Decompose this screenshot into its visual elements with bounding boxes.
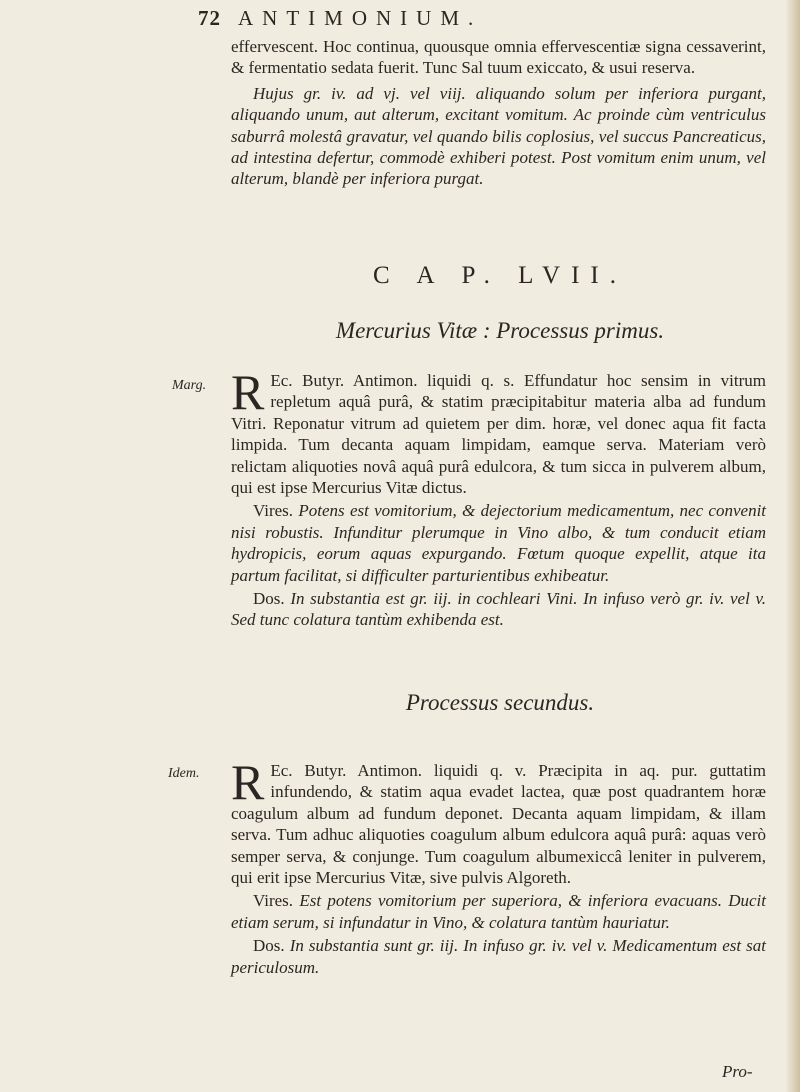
vires-label: Vires.: [253, 501, 294, 521]
top-text: [231, 36, 766, 190]
vires-two-text: Est potens vomitorium per superiora, & inferiora evacuans. Ducit etiam serum, si infundatur in Vino, & colatura tantùm hauriatur.: [231, 891, 766, 932]
dosage-one-text: In substantia est gr. iij. in cochleari Vini. In infuso verò gr. iv. vel v. Sed tunc colatura tantùm exhibenda est.: [231, 589, 767, 630]
chapter-subtitle: Mercurius Vitæ : Processus primus.: [335, 318, 665, 343]
dosage-two-text: In substantia sunt gr. iij. In infuso gr. iv. vel v. Medicamentum est sat periculosum.: [231, 936, 767, 977]
catchword: Pro-: [722, 1062, 753, 1081]
paragraph-effervescent: effervescent. Hoc continua, quousque omnia effervescentiæ signa cessaverint, & fermentatio sedata fuerit. Tunc Sal tuum exiccato, & usui reserva.: [231, 37, 766, 78]
recipe-two: [231, 754, 766, 888]
running-title: ANTIMONIUM.: [238, 6, 483, 30]
page-number: 72: [198, 6, 221, 30]
drop-cap: R: [231, 754, 265, 810]
vires-one-text: Potens est vomitorium, & dejectorium medicamentum, nec convenit nisi robustis. Infunditur plerumque in Vino albo, & tum conducit etiam hydropicis, eorum aquas expurgando. Fœtum quoque expellit, atque ita partum facilitat, si difficulter parturientibus exhibeatur.: [231, 501, 767, 585]
page-edge-shadow: [786, 0, 800, 1092]
recipe-one: [231, 364, 766, 498]
process-two: [231, 754, 767, 978]
process-two-title: Processus secundus.: [405, 690, 595, 715]
paragraph-dosage-note: Hujus gr. iv. ad vj. vel viij. aliquando solum per inferiora purgant, aliquando unum, aut alterum, excitant vomitum. Ac proinde cùm ventriculus saburrâ molestâ gravatur, vel quando bilis coplosius, vel succus Pancreaticus, ad intestina defertur, commodè exhiberi potest. Post vomitum enim unum, vel alterum, blandè per inferiora purgat.: [231, 83, 766, 189]
margin-note-idem: Idem.: [168, 766, 200, 781]
running-header: [198, 6, 758, 30]
drop-cap: R: [231, 364, 265, 420]
vires-one: [231, 500, 766, 586]
process-one: [231, 364, 767, 631]
vires-two: [231, 890, 766, 933]
dos-label: Dos.: [253, 936, 285, 956]
dosage-one: [231, 588, 766, 631]
dosage-two: [231, 935, 766, 978]
recipe-one-text: Ec. Butyr. Antimon. liquidi q. s. Effundatur hoc sensim in vitrum repletum aquâ purâ, & statim præcipitabitur materia alba ad fundum Vitri. Reponatur vitrum ad quietem per dim. horæ, vel donec aqua fit facta limpida. Tum decanta aquam limpidam, eamque serva. Materiam verò relictam aliquoties novâ aquâ purâ edulcora, & tum sicca in pulverem album, qui est ipse Mercurius Vitæ dictus.: [231, 371, 766, 498]
dos-label: Dos.: [253, 589, 285, 609]
chapter-heading: C A P. LVII.: [372, 262, 628, 289]
vires-label: Vires.: [253, 891, 294, 911]
recipe-two-text: Ec. Butyr. Antimon. liquidi q. v. Præcipita in aq. pur. guttatim infundendo, & statim aqua evadet lactea, quæ post quadrantem horæ coagulum album ad fundum deponet. Decanta aquam limpidam, & illam serva. Tum adhuc aliquoties coagulum album edulcora aquâ purâ: aquas verò semper serva, & conjunge. Tum coagulum albumexiccâ leniter in pulverem, qui erit ipse Mercurius Vitæ, sive pulvis Algoreth.: [231, 761, 766, 888]
margin-note-marg: Marg.: [172, 378, 207, 393]
